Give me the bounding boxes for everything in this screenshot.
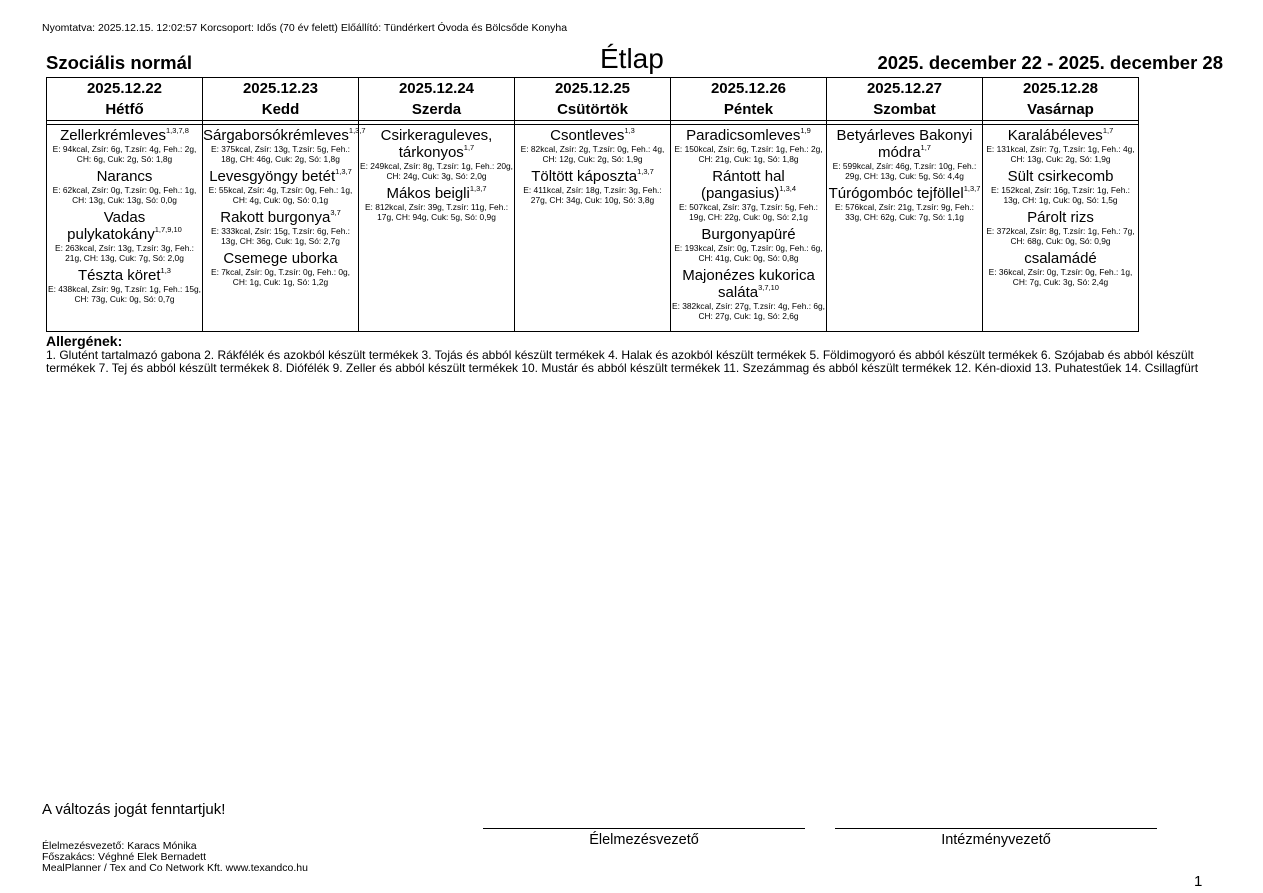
day-weekday: Szombat xyxy=(873,101,936,118)
allergen-codes: 1,3,4 xyxy=(779,184,797,193)
allergen-codes: 1,7 xyxy=(463,143,475,152)
day-menu-cell xyxy=(671,125,827,332)
dish-name xyxy=(983,250,1138,267)
nutrition-info: E: 263kcal, Zsír: 13g, T.zsír: 3g, Feh.: 21g, CH: 13g, Cuk: 7g, Só: 2,0g xyxy=(54,243,195,263)
dish-title: Vadas pulykatokány xyxy=(67,209,155,243)
allergen-codes: 1,7,9,10 xyxy=(154,225,182,234)
dish-name xyxy=(203,168,358,185)
nutrition-info: E: 438kcal, Zsír: 9g, T.zsír: 1g, Feh.: 15g, CH: 73g, Cuk: 0g, Só: 0,7g xyxy=(48,284,201,304)
page-number: 1 xyxy=(1194,873,1203,890)
dish-name xyxy=(203,209,358,226)
nutrition-info: E: 333kcal, Zsír: 15g, T.zsír: 6g, Feh.: 13g, CH: 36g, Cuk: 1g, Só: 2,7g xyxy=(210,226,351,246)
day-date: 2025.12.25 xyxy=(554,80,631,97)
dish-name xyxy=(983,168,1138,185)
dish-name xyxy=(671,127,826,144)
dish-title: Betyárleves Bakonyi módra xyxy=(836,127,973,161)
allergen-list: 1. Glutént tartalmazó gabona 2. Rákfélék és azokból készült termékek 3. Tojás és abból készült termékek 4. Halak és azokból készült termékek 5. Földimogyoró és abból készült termékek 6. Szójabab és abból készült termékek 7. Tej és abból készült termékek 8. Diófélék 9. Zeller és abból készült termékek 10. Mustár és abból készült termékek 11. Szezámmag és abból készült termékek 12. Kén-dioxid 13. Puhatestűek 14. Csillagfürt xyxy=(46,348,1199,375)
dish-name xyxy=(47,209,202,243)
nutrition-info: E: 131kcal, Zsír: 7g, T.zsír: 1g, Feh.: 4g, CH: 13g, Cuk: 2g, Só: 1,9g xyxy=(986,144,1135,164)
dish-name xyxy=(203,250,358,267)
page-title: Étlap xyxy=(600,43,664,74)
nutrition-info: E: 152kcal, Zsír: 16g, T.zsír: 1g, Feh.: 13g, CH: 1g, Cuk: 0g, Só: 1,5g xyxy=(990,185,1131,205)
nutrition-info: E: 599kcal, Zsír: 46g, T.zsír: 10g, Feh.: 29g, CH: 13g, Cuk: 5g, Só: 4,4g xyxy=(832,161,977,181)
dish-title: Mákos beigli xyxy=(386,185,470,202)
dish-title: Levesgyöngy betét xyxy=(209,168,336,185)
nutrition-info: E: 375kcal, Zsír: 13g, T.zsír: 5g, Feh.: 18g, CH: 46g, Cuk: 2g, Só: 1,8g xyxy=(210,144,351,164)
allergen-codes: 1,9 xyxy=(800,126,811,135)
dish-title: Zellerkrémleves xyxy=(60,127,166,144)
dish-title: Csirkeraguleves, tárkonyos xyxy=(380,127,493,161)
dish-title: Karalábéleves xyxy=(1007,127,1103,144)
dish-title: Narancs xyxy=(96,168,153,185)
dish-name xyxy=(983,209,1138,226)
dish-name xyxy=(983,127,1138,144)
day-header xyxy=(827,78,983,121)
staff-info xyxy=(42,841,308,874)
nutrition-info: E: 507kcal, Zsír: 37g, T.zsír: 5g, Feh.: 19g, CH: 22g, Cuk: 0g, Só: 2,1g xyxy=(678,202,819,222)
allergen-codes: 3,7 xyxy=(330,208,341,217)
allergen-codes: 1,3 xyxy=(624,126,635,135)
day-menu-cell xyxy=(983,125,1139,332)
dish-name xyxy=(827,127,982,161)
day-weekday: Szerda xyxy=(411,101,462,118)
day-menu-cell xyxy=(47,125,203,332)
staff-line: MealPlanner / Tex and Co Network Kft. www.texandco.hu xyxy=(42,862,308,874)
nutrition-info: E: 372kcal, Zsír: 8g, T.zsír: 1g, Feh.: 7g, CH: 68g, Cuk: 0g, Só: 0,9g xyxy=(986,226,1135,246)
dish-title: Tészta köret xyxy=(78,267,161,284)
nutrition-info: E: 62kcal, Zsír: 0g, T.zsír: 0g, Feh.: 1g, CH: 13g, Cuk: 13g, Só: 0,0g xyxy=(52,185,197,205)
dish-title: Sárgaborsókrémleves xyxy=(203,127,349,144)
nutrition-info: E: 150kcal, Zsír: 6g, T.zsír: 1g, Feh.: 2g, CH: 21g, Cuk: 1g, Só: 1,8g xyxy=(674,144,823,164)
dish-title: csalamádé xyxy=(1024,250,1097,267)
day-header xyxy=(47,78,203,121)
nutrition-info: E: 94kcal, Zsír: 6g, T.zsír: 4g, Feh.: 2g, CH: 6g, Cuk: 2g, Só: 1,8g xyxy=(52,144,197,164)
dish-name xyxy=(671,168,826,202)
dish-title: Csemege uborka xyxy=(223,250,338,267)
dish-title: Csontleves xyxy=(550,127,625,144)
day-header xyxy=(671,78,827,121)
day-weekday: Vasárnap xyxy=(1027,101,1094,118)
allergen-codes: 1,3,7 xyxy=(335,167,352,176)
day-header xyxy=(983,78,1139,121)
day-header xyxy=(203,78,359,121)
nutrition-info: E: 812kcal, Zsír: 39g, T.zsír: 11g, Feh.: 17g, CH: 94g, Cuk: 5g, Só: 0,9g xyxy=(364,202,509,222)
nutrition-info: E: 82kcal, Zsír: 2g, T.zsír: 0g, Feh.: 4g, CH: 12g, Cuk: 2g, Só: 1,9g xyxy=(520,144,665,164)
signature-food-manager: Élelmezésvezető xyxy=(483,828,805,848)
dish-name xyxy=(47,168,202,185)
dish-title: Túrógombóc tejföllel xyxy=(828,185,964,202)
dish-name xyxy=(515,127,670,144)
day-date: 2025.12.26 xyxy=(710,80,787,97)
allergen-codes: 1,7 xyxy=(1102,126,1114,135)
dish-name xyxy=(671,226,826,243)
dish-name xyxy=(47,267,202,284)
day-menu-cell xyxy=(203,125,366,332)
dish-name xyxy=(359,185,514,202)
allergen-codes: 1,3,7,8 xyxy=(165,126,189,135)
nutrition-info: E: 249kcal, Zsír: 8g, T.zsír: 1g, Feh.: 20g, CH: 24g, Cuk: 3g, Só: 2,0g xyxy=(360,161,513,181)
day-weekday: Kedd xyxy=(261,101,300,118)
day-menu-cell xyxy=(515,125,671,332)
day-header-row xyxy=(47,78,1139,121)
nutrition-info: E: 55kcal, Zsír: 4g, T.zsír: 0g, Feh.: 1g, CH: 4g, Cuk: 0g, Só: 0,1g xyxy=(208,185,353,205)
dish-name xyxy=(359,127,514,161)
day-date: 2025.12.22 xyxy=(86,80,163,97)
day-header xyxy=(359,78,515,121)
day-date: 2025.12.23 xyxy=(242,80,319,97)
date-range: 2025. december 22 - 2025. december 28 xyxy=(877,52,1223,73)
allergen-codes: 1,3 xyxy=(160,266,171,275)
dish-name xyxy=(203,126,366,144)
nutrition-info: E: 576kcal, Zsír: 21g, T.zsír: 9g, Feh.: 33g, CH: 62g, Cuk: 7g, Só: 1,1g xyxy=(834,202,975,222)
nutrition-info: E: 7kcal, Zsír: 0g, T.zsír: 0g, Feh.: 0g, CH: 1g, Cuk: 1g, Só: 1,2g xyxy=(210,267,351,287)
dish-name xyxy=(515,168,670,185)
dish-name xyxy=(671,267,826,301)
day-menu-cell xyxy=(359,125,515,332)
change-notice: A változás jogát fenntartjuk! xyxy=(42,801,226,818)
day-date: 2025.12.27 xyxy=(866,80,943,97)
nutrition-info: E: 411kcal, Zsír: 18g, T.zsír: 3g, Feh.: 27g, CH: 34g, Cuk: 10g, Só: 3,8g xyxy=(523,185,662,205)
dish-title: Töltött káposzta xyxy=(531,168,638,185)
allergen-codes: 3,7,10 xyxy=(758,283,779,292)
nutrition-info: E: 382kcal, Zsír: 27g, T.zsír: 4g, Feh.: 6g, CH: 27g, Cuk: 1g, Só: 2,6g xyxy=(672,301,825,321)
day-weekday: Csütörtök xyxy=(557,101,628,118)
day-menu-cell xyxy=(827,125,983,332)
dish-title: Burgonyapüré xyxy=(701,226,796,243)
day-date: 2025.12.24 xyxy=(398,80,475,97)
dish-title: Rakott burgonya xyxy=(220,209,331,226)
allergen-heading: Allergének: xyxy=(46,333,123,349)
day-date: 2025.12.28 xyxy=(1022,80,1099,97)
allergen-codes: 1,3,7 xyxy=(963,184,981,193)
allergen-codes: 1,3,7 xyxy=(469,184,487,193)
menu-category: Szociális normál xyxy=(46,52,192,73)
allergen-codes: 1,3,7 xyxy=(637,167,654,176)
nutrition-info: E: 36kcal, Zsír: 0g, T.zsír: 0g, Feh.: 1g, CH: 7g, Cuk: 3g, Só: 2,4g xyxy=(988,267,1133,287)
staff-line: Főszakács: Véghné Elek Bernadett xyxy=(42,851,207,863)
dish-name xyxy=(827,185,982,202)
dish-title: Sült csirkecomb xyxy=(1007,168,1114,185)
signature-institution-head: Intézményvezető xyxy=(835,828,1157,848)
menu-table xyxy=(46,77,1139,332)
dish-title: Párolt rizs xyxy=(1027,209,1094,226)
nutrition-info: E: 193kcal, Zsír: 0g, T.zsír: 0g, Feh.: 6g, CH: 41g, Cuk: 0g, Só: 0,8g xyxy=(674,243,823,263)
dish-title: Rántott hal (pangasius) xyxy=(700,168,785,202)
dish-title: Paradicsomleves xyxy=(686,127,801,144)
dish-title: Majonézes kukorica saláta xyxy=(682,267,815,301)
dish-name xyxy=(47,127,202,144)
dish-row xyxy=(47,125,1139,332)
day-header xyxy=(515,78,671,121)
print-info: Nyomtatva: 2025.12.15. 12:02:57 Korcsoport: Idős (70 év felett) Előállító: Tündérkert Óvoda és Bölcsőde Konyha xyxy=(42,22,568,34)
day-weekday: Hétfő xyxy=(105,101,144,118)
day-weekday: Péntek xyxy=(723,101,774,118)
allergen-codes: 1,7 xyxy=(920,143,931,152)
allergen-codes: 1,3,7 xyxy=(348,126,366,135)
staff-line: Élelmezésvezető: Karacs Mónika xyxy=(42,840,197,852)
